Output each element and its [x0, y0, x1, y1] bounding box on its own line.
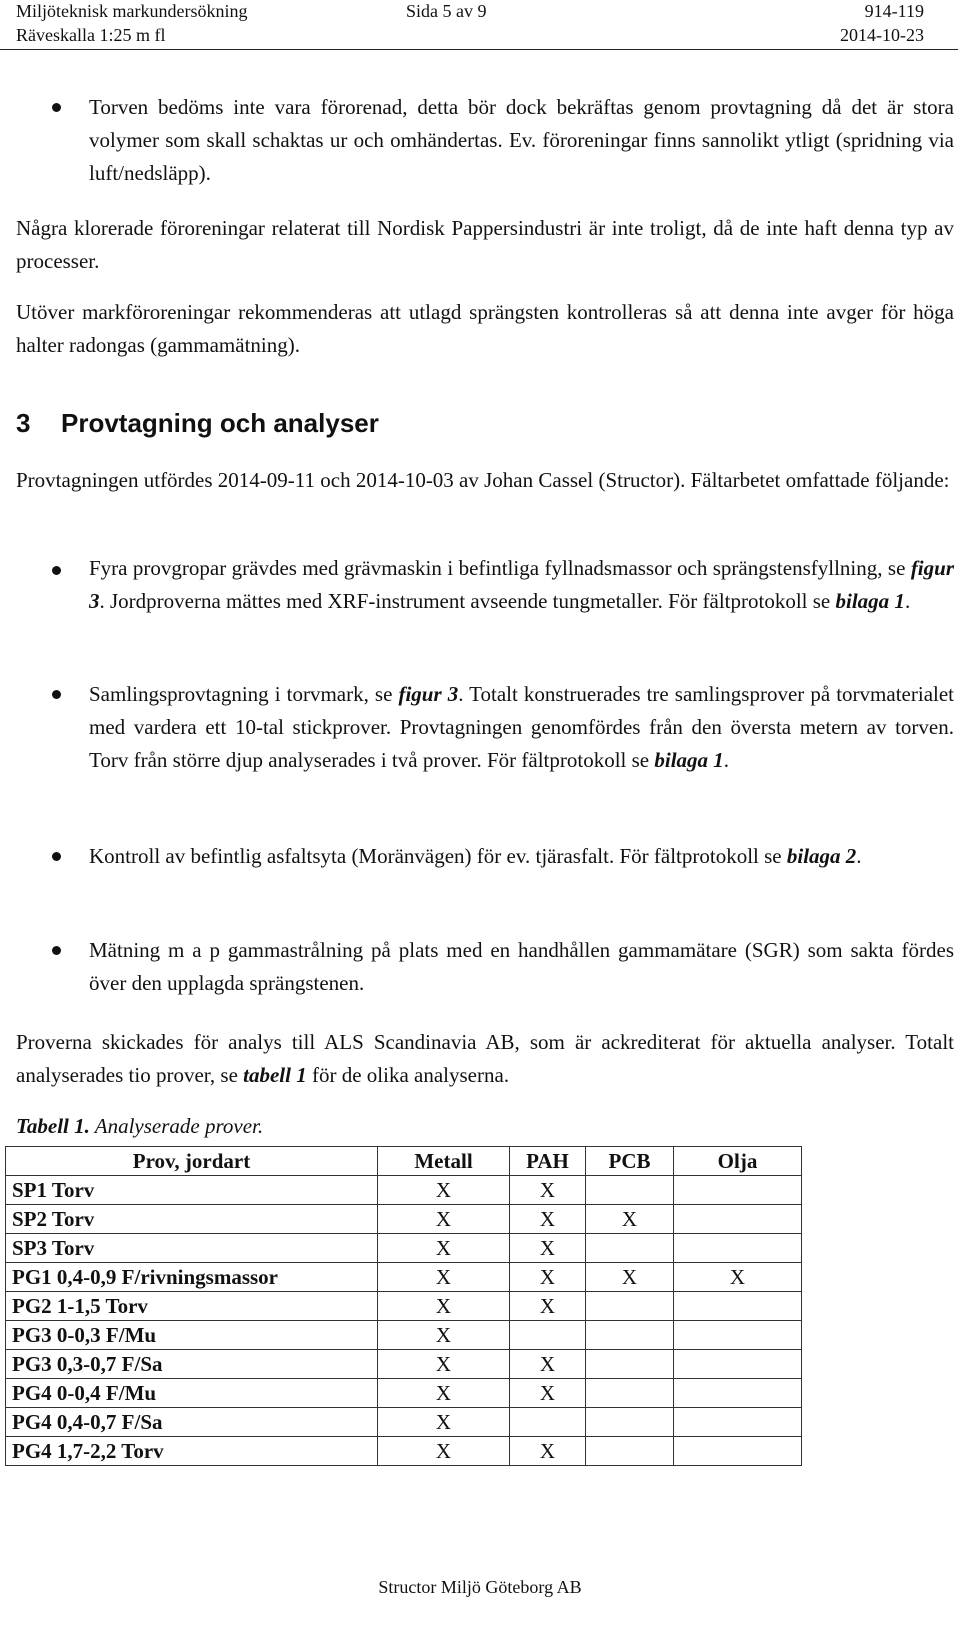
bullet-marker: [52, 690, 61, 699]
intro-paragraph-chlorinated: Några klorerade föroreningar relaterat till Nordisk Pappersindustri är inte troligt, då de inte haft denna typ av processer.: [16, 216, 954, 273]
sample-name-cell: PG2 1-1,5 Torv: [6, 1292, 378, 1321]
oil-cell: [674, 1379, 802, 1408]
appendix-reference: bilaga 1: [654, 748, 724, 772]
sample-name-cell: PG3 0,3-0,7 F/Sa: [6, 1350, 378, 1379]
table-row: [6, 1437, 802, 1466]
pah-cell: X: [510, 1263, 586, 1292]
bullet-marker: [52, 946, 61, 955]
column-header-metal: Metall: [378, 1147, 510, 1176]
metal-cell: X: [378, 1292, 510, 1321]
section-title-text: Provtagning och analyser: [61, 408, 379, 438]
metal-cell: X: [378, 1205, 510, 1234]
header-property: Räveskalla 1:25 m fl: [16, 25, 166, 45]
pcb-cell: [586, 1437, 674, 1466]
section-intro-paragraph: Provtagningen utfördes 2014-09-11 och 2014-10-03 av Johan Cassel (Structor). Fältarbetet omfattade följande:: [16, 468, 950, 492]
field-bullet-asphalt: Kontroll av befintlig asfaltsyta (Moränvägen) för ev. tjärasfalt. För fältprotokoll se bilaga 2.: [89, 844, 862, 868]
table-row: [6, 1176, 802, 1205]
pcb-cell: [586, 1350, 674, 1379]
figure-reference: figur 3: [89, 556, 954, 613]
appendix-reference: bilaga 1: [835, 589, 905, 613]
table-row: [6, 1350, 802, 1379]
pah-cell: X: [510, 1437, 586, 1466]
metal-cell: X: [378, 1321, 510, 1350]
pcb-cell: [586, 1321, 674, 1350]
pah-cell: X: [510, 1205, 586, 1234]
oil-cell: [674, 1437, 802, 1466]
sample-name-cell: SP2 Torv: [6, 1205, 378, 1234]
field-bullet-peat-sampling: Samlingsprovtagning i torvmark, se figur 3. Totalt konstruerades tre samlingsprover på torvmaterialet med vardera ett 10-tal stickprover. Provtagningen genomfördes från den översta metern av torven. Torv från större djup analyserades i två prover. För fältprotokoll se bilaga 1.: [89, 682, 954, 772]
pcb-cell: X: [586, 1263, 674, 1292]
pah-cell: [510, 1408, 586, 1437]
field-bullet-gamma: Mätning m a p gammastrålning på plats med en handhållen gammamätare (SGR) som sakta fördes över den upplagda sprängstenen.: [89, 938, 954, 995]
figure-reference: figur 3: [398, 682, 459, 706]
oil-cell: [674, 1205, 802, 1234]
table-header-row: [6, 1147, 802, 1176]
pcb-cell: [586, 1408, 674, 1437]
metal-cell: X: [378, 1437, 510, 1466]
pcb-cell: [586, 1234, 674, 1263]
table-row: [6, 1321, 802, 1350]
header-report-title: Miljöteknisk markundersökning: [16, 1, 248, 21]
pcb-cell: [586, 1379, 674, 1408]
oil-cell: [674, 1292, 802, 1321]
table-row: [6, 1292, 802, 1321]
table-row: [6, 1379, 802, 1408]
sample-name-cell: PG3 0-0,3 F/Mu: [6, 1321, 378, 1350]
metal-cell: X: [378, 1379, 510, 1408]
table-row: [6, 1234, 802, 1263]
appendix-reference: bilaga 2: [786, 844, 857, 868]
metal-cell: X: [378, 1234, 510, 1263]
sample-name-cell: PG4 1,7-2,2 Torv: [6, 1437, 378, 1466]
pcb-cell: [586, 1176, 674, 1205]
metal-cell: X: [378, 1176, 510, 1205]
intro-bullet: Torven bedöms inte vara förorenad, detta bör dock bekräftas genom provtagning då det är stora volymer som skall schaktas ur och omhändertas. Ev. föroreningar finns sannolikt ytligt (spridning via luft/nedsläpp).: [89, 95, 954, 185]
sample-name-cell: PG1 0,4-0,9 F/rivningsmassor: [6, 1263, 378, 1292]
section-heading: [16, 406, 379, 440]
bullet-marker: [52, 566, 61, 575]
pah-cell: X: [510, 1379, 586, 1408]
bullet-marker: [52, 852, 61, 861]
column-header-oil: Olja: [674, 1147, 802, 1176]
sample-name-cell: SP3 Torv: [6, 1234, 378, 1263]
pah-cell: X: [510, 1234, 586, 1263]
pah-cell: X: [510, 1176, 586, 1205]
oil-cell: [674, 1408, 802, 1437]
metal-cell: X: [378, 1263, 510, 1292]
samples-table: [5, 1146, 802, 1466]
pcb-cell: [586, 1292, 674, 1321]
header-date: 2014-10-23: [840, 25, 924, 45]
column-header-pcb: PCB: [586, 1147, 674, 1176]
oil-cell: [674, 1234, 802, 1263]
pah-cell: [510, 1321, 586, 1350]
header-divider: [0, 49, 958, 50]
table-row: [6, 1205, 802, 1234]
intro-paragraph-radon: Utöver markföroreningar rekommenderas att utlagd sprängsten kontrolleras så att denna inte avger för höga halter radongas (gammamätning).: [16, 300, 954, 357]
pah-cell: X: [510, 1350, 586, 1379]
metal-cell: X: [378, 1350, 510, 1379]
oil-cell: [674, 1321, 802, 1350]
oil-cell: [674, 1350, 802, 1379]
footer-company: Structor Miljö Göteborg AB: [378, 1577, 582, 1597]
pcb-cell: X: [586, 1205, 674, 1234]
column-header-pah: PAH: [510, 1147, 586, 1176]
sample-name-cell: PG4 0,4-0,7 F/Sa: [6, 1408, 378, 1437]
table-reference: tabell 1: [243, 1063, 307, 1087]
sample-name-cell: SP1 Torv: [6, 1176, 378, 1205]
table-row: [6, 1408, 802, 1437]
section-number: 3: [16, 408, 31, 438]
pah-cell: X: [510, 1292, 586, 1321]
column-header-sample: Prov, jordart: [6, 1147, 378, 1176]
metal-cell: X: [378, 1408, 510, 1437]
oil-cell: X: [674, 1263, 802, 1292]
sample-name-cell: PG4 0-0,4 F/Mu: [6, 1379, 378, 1408]
header-project-number: 914-119: [864, 1, 924, 21]
analysis-paragraph: Proverna skickades för analys till ALS Scandinavia AB, som är ackrediterat för aktuella analyser. Totalt analyserades tio prover, se tabell 1 för de olika analyserna.: [16, 1030, 954, 1087]
header-page-number: Sida 5 av 9: [406, 1, 487, 21]
table-caption: Tabell 1. Analyserade prover.: [16, 1114, 264, 1138]
field-bullet-test-pits: Fyra provgropar grävdes med grävmaskin i befintliga fyllnadsmassor och sprängstensfyllning, se figur 3. Jordproverna mättes med XRF-instrument avseende tungmetaller. För fältprotokoll se bilaga 1.: [89, 556, 954, 613]
table-row: [6, 1263, 802, 1292]
oil-cell: [674, 1176, 802, 1205]
bullet-marker: [52, 103, 61, 112]
